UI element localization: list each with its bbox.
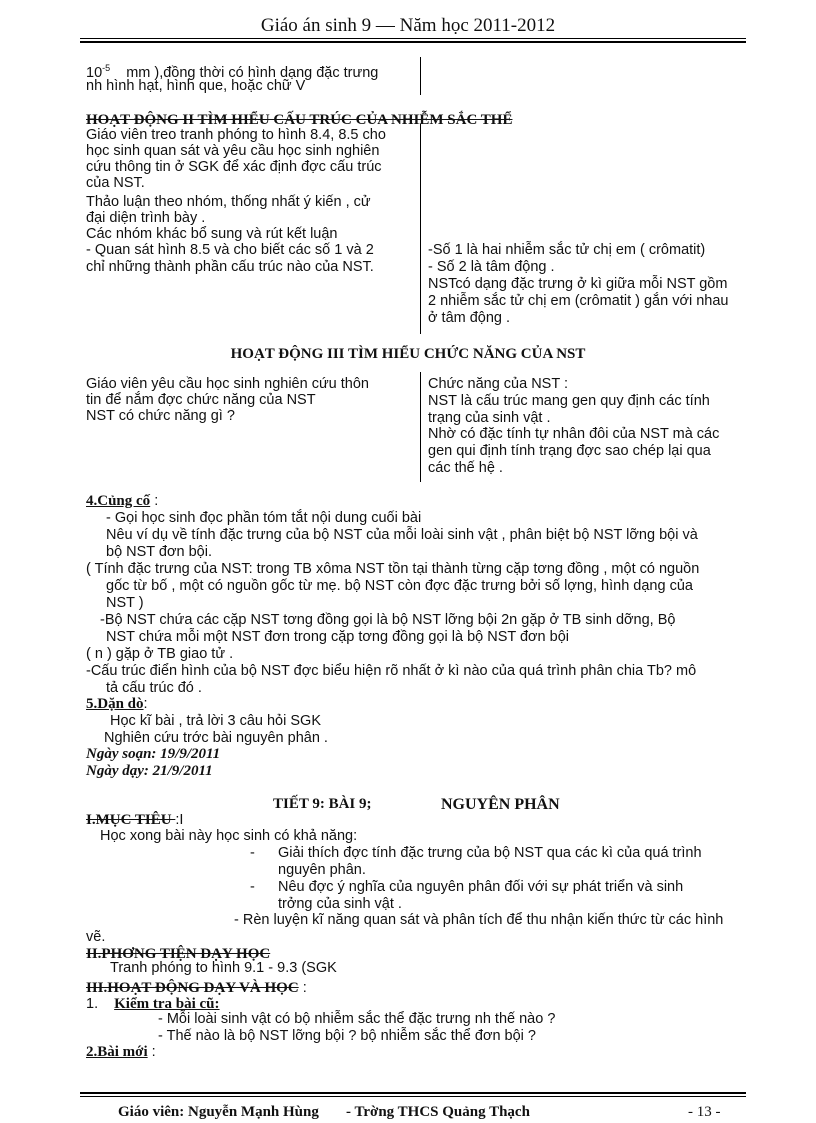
new-lesson-colon: : [147,1044,156,1060]
activities-heading-row [86,980,307,997]
activity3-right-line: Chức năng của NST : [428,376,569,392]
check-heading: Kiểm tra bài cũ: [114,996,220,1012]
homework-line: Học kĩ bài , trả lời 3 câu hỏi SGK [110,713,321,729]
activity2-left-line: Giáo viên treo tranh phóng to hình 8.4, 8.5 cho [86,127,386,143]
homework-line: Nghiên cứu trớc bài nguyên phân . [104,730,328,746]
activity2-right-line: NSTcó dạng đặc trưng ở kì giữa mỗi NST gồm [428,276,728,292]
column-divider-top [420,57,421,95]
activity2-left-line: - Quan sát hình 8.5 và cho biết các số 1 và 2 [86,242,374,258]
activity2-left-line: Thảo luận theo nhóm, thống nhất ý kiến , cử [86,194,371,210]
means-heading: II.PHƠNG TIỆN DẠY HỌC [86,946,271,962]
new-lesson-heading: 2.Bài mới [86,1044,148,1060]
objective-1a: Giải thích đợc tính đặc trưng của bộ NST qua các kì của quá trình [278,845,702,861]
objectives-heading: I.MỤC TIÊU [86,812,176,828]
activity3-left-line: tin để nắm đợc chức năng của NST [86,392,316,408]
activity2-left-line: Các nhóm khác bổ sung và rút kết luận [86,226,338,242]
consolidate-line: -Bộ NST chứa các cặp NST tơng đồng gọi là bộ NST lỡng bội 2n gặp ở TB sinh dỡng, Bộ [100,612,676,628]
activity2-left-line: đại diện trình bày . [86,210,206,226]
activity3-heading: HOẠT ĐỘNG III TÌM HIỂU CHỨC NĂNG CỦA NST [230,346,586,362]
page-header-title: Giáo án sinh 9 — Năm học 2011-2012 [260,15,556,36]
lesson-title: TIẾT 9: BÀI 9; [273,796,372,812]
consolidate-heading: 4.Củng cố [86,493,151,509]
homework-colon: : [143,696,148,712]
activity2-right-line: ở tâm động . [428,310,511,326]
activity3-right-line: gen qui định tính trạng đợc sao chép lại qua [428,443,711,459]
activity3-right-line: trạng của sinh vật . [428,410,551,426]
activity2-right-line: -Số 1 là hai nhiễm sắc tử chị em ( crômatit) [428,242,706,258]
activity2-left-line: cứu thông tin ở SGK để xác định đợc cấu trúc [86,159,382,175]
date-prepared: Ngày soạn: 19/9/2011 [86,746,221,762]
consolidate-colon: : [150,493,159,509]
consolidate-line: ( n ) gặp ở TB giao tử . [86,646,234,662]
activity2-right-line: - Số 2 là tâm động . [428,259,555,275]
check-number: 1. [86,996,99,1012]
footer-teacher: Giáo viên: Nguyễn Mạnh Hùng [118,1104,319,1120]
top-exponent: -5 [102,63,111,73]
objectives-heading-row [86,812,183,829]
objective-1b: nguyên phân. [278,862,366,878]
date-taught: Ngày dạy: 21/9/2011 [86,763,213,779]
activity2-right-line: 2 nhiễm sắc tử chị em (crômatit ) gắn với nhau [428,293,729,309]
footer-rule-top [80,1092,746,1094]
header-rule-top [80,38,746,39]
column-divider-activity3 [420,372,421,482]
check-question: - Thế nào là bộ NST lỡng bội ? bộ nhiễm sắc thể đơn bội ? [158,1028,536,1044]
consolidate-line: - Gọi học sinh đọc phần tóm tắt nội dung cuối bài [106,510,422,526]
means-line: Tranh phóng to hình 9.1 - 9.3 (SGK [110,960,337,976]
consolidate-line: NST ) [106,595,144,611]
footer-page-number: - 13 - [688,1104,721,1120]
consolidate-line: Nêu ví dụ về tính đặc trưng của bộ NST của mỗi loài sinh vật , phân biệt bộ NST lỡng bội và [106,527,698,543]
top-line-2: nh hình hạt, hình que, hoặc chữ V [86,78,306,94]
column-divider-activity2 [420,124,421,334]
consolidate-line: ( Tính đặc trưng của NST: trong TB xôma NST tồn tại thành từng cặp tơng đồng , một có nguồn [86,561,700,577]
activity2-heading: HOẠT ĐỘNG II TÌM HIỂU CẤU TRÚC CỦA NHIỄM SẮC THỂ [86,112,513,128]
lesson-name: NGUYÊN PHÂN [441,796,560,813]
objective-3a: - Rèn luyện kĩ năng quan sát và phân tích để thu nhận kiến thức từ các hình [234,912,724,928]
activity2-left-line: học sinh quan sát và yêu cầu học sinh nghiên [86,143,380,159]
consolidate-line: -Cấu trúc điển hình của bộ NST đợc biểu hiện rõ nhất ở kì nào của quá trình phân chia Tb? mô [86,663,697,679]
objective-2a: Nêu đợc ý nghĩa của nguyên phân đối với sự phát triển và sinh [278,879,684,895]
objective-3b: vẽ. [86,929,106,945]
new-lesson-heading-row [86,1044,156,1061]
objective-dash: - [250,879,255,895]
activity3-left-line: Giáo viên yêu cầu học sinh nghiên cứu thôn [86,376,369,392]
activity3-right-line: các thế hệ . [428,460,503,476]
activity3-right-line: Nhờ có đặc tính tự nhân đôi của NST mà các [428,426,720,442]
objectives-intro: Học xong bài này học sinh có khả năng: [100,828,358,844]
objectives-suffix: :I [175,812,184,828]
objective-dash: - [250,845,255,861]
objective-2b: trởng của sinh vật . [278,896,402,912]
activity2-left-line: của NST. [86,175,145,191]
top-text-1: mm ),đồng thời có hình dạng đặc trưng [126,65,379,81]
consolidate-line: bộ NST đơn bội. [106,544,212,560]
consolidate-line: tả cấu trúc đó . [106,680,202,696]
consolidate-heading-row [86,493,158,510]
homework-heading: 5.Dặn dò [86,696,144,712]
activity2-left-line: chỉ những thành phần cấu trúc nào của NST. [86,259,374,275]
footer-school: - Trờng THCS Quảng Thạch [346,1104,530,1120]
activities-colon: : [298,980,307,996]
consolidate-line: NST chứa mỗi một NST đơn trong cặp tơng đồng gọi là bộ NST đơn bội [106,629,570,645]
activities-heading: III.HOẠT ĐỘNG DẠY VÀ HỌC [86,980,299,996]
activity3-right-line: NST là cấu trúc mang gen quy định các tính [428,393,710,409]
activity3-left-line: NST có chức năng gì ? [86,408,235,424]
header-rule-bottom [80,41,746,43]
homework-heading-row [86,696,148,713]
footer-rule-bottom [80,1096,746,1097]
top-base: 10 [86,65,103,81]
check-question: - Mỗi loài sinh vật có bộ nhiễm sắc thể đặc trưng nh thế nào ? [158,1011,556,1027]
consolidate-line: gốc từ bố , một có nguồn gốc từ mẹ. bộ NST còn đợc đặc trưng bởi số lợng, hình dạng của [106,578,693,594]
